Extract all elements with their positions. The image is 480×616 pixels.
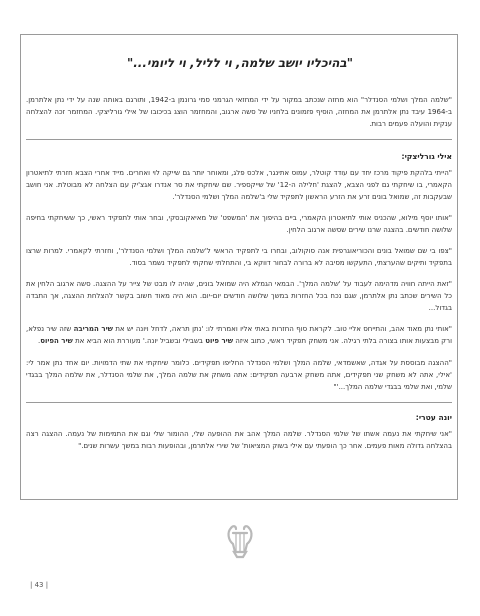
quote-paragraph: "אני שיחקתי את נעמה אשתו של שלמי הסנדלר. שלמה המלך אהב את ההופעה שלי, ההומור שלי וגם את התמימות של נעמה. ההצגה רצה בהצלחה גדולה מאות פעמים. אחר כך הופעתי עם אילי בשוק המציאות' של שירי אלתרמן, ובהופעות רבות במשך עשרות שנים." <box>26 429 452 450</box>
song-title: שיר פיוט <box>205 337 234 346</box>
quote-paragraph: "צפו בי שם שמואל בונים והכוריאוגרפית אנה סוקולוב, ובחרו בי לתפקיד הראשי ל'שלמה המלך ושלמי הסנדלר', וחזרתי לקאמרי. למרות שרצו בתפקיד ותיקים שהערצתי, התעקשו מסיבה לא ברורה לבחור דווקא בי, והתחלתי שחקתי לתפקיד נשמר בסוד. <box>26 247 452 268</box>
page-title: "בהיכליו יושב שלמה, וי לליל, וי ליומי..." <box>126 56 354 70</box>
section-heading-atari: יונה עטרי: <box>415 412 452 422</box>
quote-paragraph: "זאת הייתה חוויה מדהימה לעבוד על 'שלמה המלך'. הבמאי הגמלא היה שמואל בונים, שהיה לו מבט של צייר על ההצגה. סשה ארגוב הלחין את כל השירים שכתב נתן אלתרמן, שגם נכח בכל החזרות במשך שלושה חודשים יום-יום. הוא היה מאוד חשוב בקשר להצלחת ההצגה, אך התבדה בגדול... <box>26 280 452 313</box>
quote-text: . <box>37 337 41 346</box>
quote-paragraph: "הייתי בלהקת פיקוד מרכז יחד עם עודד קוטלר, עמוס אתינגר, אלכס פלג, ומאוחר יותר גם שייקה לוי ואחרים. מייד אחרי הצבא חזרתי לתיאטרון הקאמרי, בו שיחקתי גם לפני הצבא, להצגת 'חלילה ה-12' של שייקספיר. שם שיחקתי את סר אנדרו אגצ'יק עם הצלחה לא מבוטלת. אני חושב שבעקבות זה, שמואל בונים זרע את הזרע הראשון לתפקיד שלי ב'שלמה המלך ושלמי הסנדלר'. <box>26 169 452 202</box>
section-heading-gorlitzki: אילי גורליצקי: <box>401 152 452 162</box>
section-divider <box>26 402 452 403</box>
quote-text: "אותי נתן מאוד אהב, והתייחס אליי טוב. לקראת סוף החזרות באתי אליו ואמרתי לו: 'נתן תראה, לדחל ויונה יש את <box>112 325 453 334</box>
intro-paragraph: "שלמה המלך ושלמי הסנדלר" הוא מחזה שנכתב במקור על ידי המחזאי הגרמני סמי גרונמן ב-1942, ותורגם באותה שנה על ידי נתן אלתרמן. ב-1964 עיבד נתן אלתרמן את המחזה, הוסיף פזמונים בלחניו של סשה ארגוב, והמחזמר הוצג בכיכובו של אילי גורליצקי. המחזמר זכה להצלחה ענקית והועלה פעמים רבות. <box>26 96 452 129</box>
article-body <box>26 94 452 461</box>
quote-paragraph-songs <box>26 323 452 347</box>
section-divider <box>26 139 452 140</box>
quote-text: בשבילי ובשביל יונה.' מעוררת הוא הביא את <box>72 337 206 346</box>
quote-text: שזה שיר נפלא, ורק מבצעות אותו בצורה בלתי רגילה. אני משחק תפקיד ראשי, כתוב איזה <box>26 325 452 346</box>
quote-paragraph: "אותו יוסף מילוא, שהכניס אותי לתיאטרון הקאמרי, ביים בהיפוך את 'המשפט' של מאיאקובסקי, ובחר אותי לתפקיד ראשי, כך ששיחקתי בחיפה שלושה חודשים. בהצגה שרנו שירים שסשה ארגוב הלחין. <box>26 214 452 235</box>
quote-paragraph: "ההצגה מבוססת על אגדה, שאשמדאי, שלמה המלך ושלמי הסנדלר החליפו תפקידים. כלומר שיחקתי את שתי הדמויות. יום אחד נתן אמר לי: 'אילי, אתה לא משחק שני תפקידים, אתה משחק ארבעה תפקידים: אתה משחק את שלמה המלך, את שלמי הסנדלר, את שלמה המלך בבגדי שלמי, ואת שלמי בבגדי שלמה המלך...'" <box>26 358 452 391</box>
song-title: שיר המריבה <box>73 325 113 334</box>
song-title: שיר הפיוס <box>40 337 73 346</box>
page-number: | 43 | <box>30 581 49 589</box>
lyre-icon <box>225 522 255 564</box>
